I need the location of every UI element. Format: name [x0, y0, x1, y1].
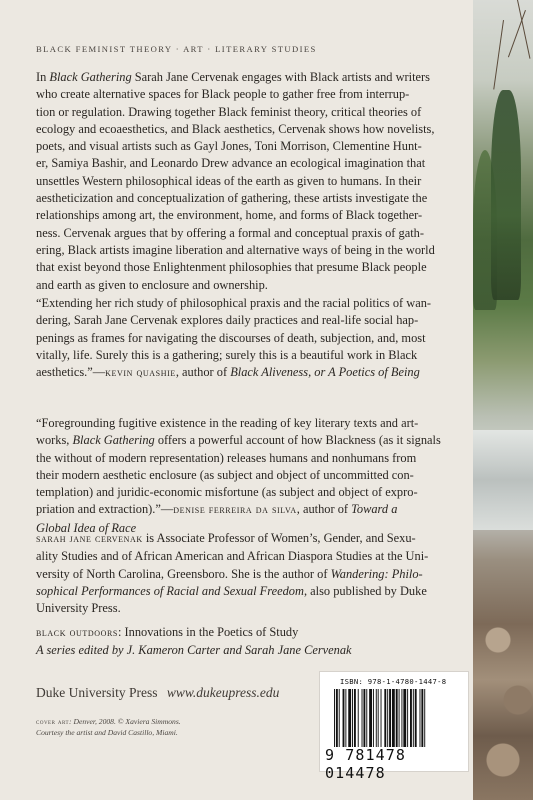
text-line: “Foregrounding fugitive existence in the reading of key literary texts and art- — [36, 416, 419, 430]
text-line: unsettles Western philosophical ideas of the earth as given to humans. In their — [36, 173, 422, 188]
text-line: dering, Sarah Jane Cervenak explores daily practices and real-life social hap- — [36, 313, 419, 328]
text-line: sarah jane cervenak is Associate Professor of Women’s, Gender, and Sexu- — [36, 531, 416, 545]
text-line: priation and extraction).”—denise ferreira da silva, author of Toward a — [36, 502, 398, 517]
barcode-bar — [392, 689, 395, 747]
text-line: aesthetics.”—kevin quashie, author of Black Aliveness, or A Poetics of Being — [36, 365, 420, 380]
text-line: ness. Cervenak argues that by offering a formal and conceptual praxis of gath- — [36, 225, 424, 240]
text-line: templation) and juridic-economic misfortune (as subject and object of expro- — [36, 485, 418, 500]
author-bio — [36, 530, 463, 617]
cover-credit — [36, 716, 181, 738]
isbn-digits: 9 781478 014478 — [325, 746, 407, 782]
barcode-bar — [381, 689, 382, 747]
barcode-bar — [407, 689, 408, 747]
publisher-name: Duke University Press — [36, 685, 158, 700]
text-line: and earth as given to enclosure and ownership. — [36, 277, 268, 292]
credit-line-1: : Denver, 2008. © Xaviera Simmons. — [69, 717, 181, 726]
text-line: works, Black Gathering offers a powerful account of how Blackness (as it signals — [36, 433, 441, 448]
book-description — [36, 69, 463, 294]
endorsement-quashie — [36, 295, 463, 382]
text-line: the without of modern representation) releases humans and nonhumans from — [36, 450, 417, 465]
barcode-bar — [401, 689, 402, 747]
text-line: poets, and visual artists such as Gayl Jones, Toni Morrison, Clementine Hunt- — [36, 139, 422, 154]
text-line: vitally, life. Surely this is a gathering; surely this is a beautiful work in Black — [36, 347, 418, 362]
barcode-bar — [387, 689, 388, 747]
text-line: “Extending her rich study of philosophical praxis and the racial politics of wan- — [36, 296, 432, 310]
text-line: that exist beyond those Enlightenment philosophies that presume Black people — [36, 260, 427, 275]
barcode-bar — [415, 689, 417, 747]
series-info — [36, 624, 463, 660]
credit-line-2: Courtesy the artist and David Castillo, Miami. — [36, 728, 178, 737]
text-line: ering, Black artists imagine liberation and alternative ways of being in the world — [36, 242, 435, 257]
text-line: er, Samiya Bashir, and Leonardo Drew advance an ecological imagination that — [36, 156, 426, 171]
barcode-bar — [369, 689, 372, 747]
barcode-bar — [421, 689, 423, 747]
isbn-label: ISBN: 978-1-4780-1447-8 — [340, 677, 447, 686]
barcode-bar — [389, 689, 391, 747]
credit-label: cover art — [36, 717, 70, 726]
tree-shape — [491, 90, 521, 300]
barcode-bar — [384, 689, 386, 747]
barcode-bar — [376, 689, 377, 747]
barcode-bar — [345, 689, 346, 747]
text-line: University Press. — [36, 601, 121, 616]
text-line: tion or regulation. Drawing together Black feminist theory, critical theories of — [36, 104, 422, 119]
barcode-bar — [352, 689, 353, 747]
text-line: black outdoors: Innovations in the Poetics of Study — [36, 625, 299, 639]
barcode-bar — [413, 689, 414, 747]
text-line: relationships among art, the environment, home, and forms of Black together- — [36, 208, 423, 223]
barcode-bar — [334, 689, 335, 747]
text-line: versity of North Carolina, Greensboro. She is the author of Wandering: Philo- — [36, 566, 423, 581]
barcode-bar — [348, 689, 351, 747]
text-line: In Black Gathering Sarah Jane Cervenak engages with Black artists and writers — [36, 70, 430, 84]
barcode-bar — [378, 689, 379, 747]
barcode-bar — [339, 689, 340, 747]
barcode-bar — [363, 689, 365, 747]
barcode-bar — [362, 689, 363, 747]
text-line: penings as frames for navigating the discourses of death, subjection, and, most — [36, 330, 426, 345]
barcode-bar — [410, 689, 412, 747]
barcode-bars — [334, 689, 456, 747]
barcode-bar — [366, 689, 367, 747]
barcode-bar — [396, 689, 398, 747]
barcode — [319, 671, 469, 782]
text-line: ality Studies and of African American and African Diaspora Studies at the Uni- — [36, 549, 429, 564]
text-line: aestheticization and conceptualization of gathering, these artists investigate the — [36, 191, 428, 206]
text-line: A series edited by J. Kameron Carter and Sarah Jane Cervenak — [36, 643, 352, 658]
text-line: sophical Performances of Racial and Sexual Freedom, also published by Duke — [36, 583, 427, 598]
river-shape — [473, 430, 533, 530]
barcode-bar — [420, 689, 421, 747]
publisher-url[interactable]: www.dukeupress.edu — [166, 685, 280, 700]
text-line: ecology and ecoaesthetics, and Black aesthetics, Cervenak shows how novelists, — [36, 121, 435, 136]
barcode-bar — [403, 689, 406, 747]
subject-categories: BLACK FEMINIST THEORY · ART · LITERARY STUDIES — [36, 44, 317, 54]
rocks-shape — [483, 600, 533, 800]
barcode-bar — [373, 689, 374, 747]
barcode-bar — [336, 689, 338, 747]
barcode-bar — [424, 689, 425, 747]
text-line: who create alternative spaces for Black people to gather free from interrup- — [36, 87, 410, 102]
barcode-bar — [358, 689, 359, 747]
barcode-bar — [343, 689, 345, 747]
barcode-bar — [399, 689, 400, 747]
publisher-line — [36, 685, 279, 701]
barcode-bar — [354, 689, 356, 747]
cover-photo-strip — [473, 0, 533, 800]
text-line: their modern aesthetic enclosure (as subject and object of uncommitted con- — [36, 467, 414, 482]
text-line: Global Idea of Race — [36, 520, 137, 535]
branch-line — [493, 20, 504, 89]
endorsement-da-silva — [36, 415, 463, 537]
